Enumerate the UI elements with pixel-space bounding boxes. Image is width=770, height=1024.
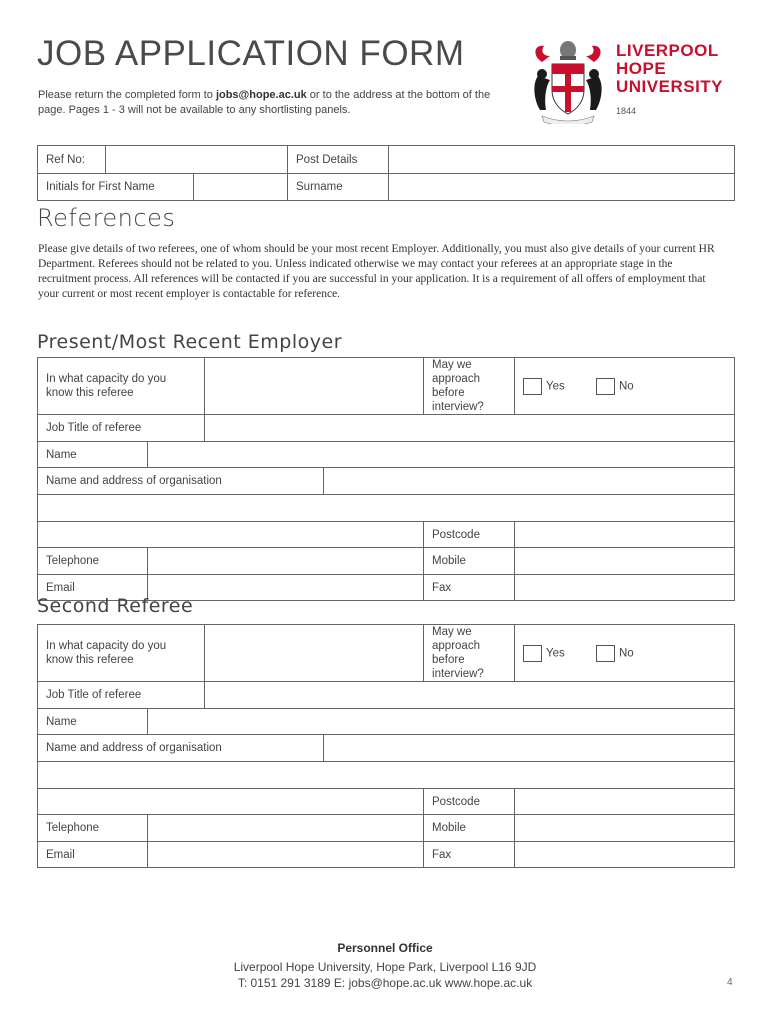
referee1-approach-options xyxy=(515,358,735,415)
referee2-org-field[interactable] xyxy=(324,735,735,762)
referee2-capacity-field[interactable] xyxy=(205,625,424,682)
surname-field[interactable] xyxy=(389,174,735,201)
referee2-no-checkbox[interactable] xyxy=(596,645,615,662)
referee2-yes-checkbox[interactable] xyxy=(523,645,542,662)
footer-contact: T: 0151 291 3189 E: jobs@hope.ac.uk www.hope.ac.uk xyxy=(237,976,533,990)
referee2-postcode-label: Postcode xyxy=(424,789,515,815)
intro-text xyxy=(38,88,508,118)
referee1-approach-label: May we approach before interview? xyxy=(424,358,515,415)
referee2-email-field[interactable] xyxy=(148,842,424,868)
referee1-address-field-2[interactable] xyxy=(38,522,424,548)
referee1-yes-label: Yes xyxy=(546,380,565,393)
referee2-jobtitle-field[interactable] xyxy=(205,682,735,709)
referee1-no-checkbox[interactable] xyxy=(596,378,615,395)
referee1-yes-checkbox[interactable] xyxy=(523,378,542,395)
logo-line-2: HOPE xyxy=(616,59,667,78)
form-title: JOB APPLICATION FORM xyxy=(37,34,465,73)
referee1-capacity-field[interactable] xyxy=(205,358,424,415)
referee1-fax-field[interactable] xyxy=(515,575,735,601)
intro-post: or to the address at the bottom of the page. Pages 1 - 3 will not be available to any shortlisting panels. xyxy=(38,89,491,116)
page-number: 4 xyxy=(727,977,733,988)
referee2-jobtitle-label: Job Title of referee xyxy=(38,682,205,709)
referee1-mobile-label: Mobile xyxy=(424,548,515,575)
referee1-address-field[interactable] xyxy=(38,495,735,522)
referee1-jobtitle-label: Job Title of referee xyxy=(38,415,205,442)
referee1-mobile-field[interactable] xyxy=(515,548,735,575)
referee2-name-field[interactable] xyxy=(148,709,735,735)
references-text: Please give details of two referees, one of whom should be your most recent Employer. Additionally, you must also give details of your current HR Department. Referees should not be related to you. Unless indicated otherwise we may contact your referees at an appropriate stage in the recruitment process. All references will be contacted if you are successful in your application. It is a requirement of all offers of employment that your current or most recent employer is contactable for reference. xyxy=(38,243,715,300)
ref-no-field[interactable] xyxy=(106,146,288,174)
intro-email-link[interactable]: jobs@hope.ac.uk xyxy=(215,89,307,101)
referee2-yes-label: Yes xyxy=(546,647,565,660)
post-details-label: Post Details xyxy=(288,146,389,174)
surname-label: Surname xyxy=(288,174,389,201)
referee2-telephone-field[interactable] xyxy=(148,815,424,842)
initials-label: Initials for First Name xyxy=(38,174,194,201)
top-fields-table xyxy=(37,145,735,201)
referee1-name-label: Name xyxy=(38,442,148,468)
referee1-jobtitle-field[interactable] xyxy=(205,415,735,442)
referee1-no-option[interactable] xyxy=(596,378,634,395)
intro-pre: Please return the completed form to xyxy=(38,89,216,101)
referee2-address-field-2[interactable] xyxy=(38,789,424,815)
referee1-org-label: Name and address of organisation xyxy=(38,468,324,495)
referee2-capacity-label: In what capacity do you know this referee xyxy=(38,625,205,682)
referee2-name-label: Name xyxy=(38,709,148,735)
referee2-address-field[interactable] xyxy=(38,762,735,789)
referee1-postcode-label: Postcode xyxy=(424,522,515,548)
university-crest-icon xyxy=(528,36,608,124)
referee1-capacity-label: In what capacity do you know this referee xyxy=(38,358,205,415)
referee2-email-label: Email xyxy=(38,842,148,868)
logo-line-1: LIVERPOOL xyxy=(616,41,719,60)
referee1-name-field[interactable] xyxy=(148,442,735,468)
referee2-telephone-label: Telephone xyxy=(38,815,148,842)
referee2-fax-field[interactable] xyxy=(515,842,735,868)
logo-line-3: UNIVERSITY xyxy=(616,77,724,96)
initials-field[interactable] xyxy=(194,174,288,201)
referee1-telephone-label: Telephone xyxy=(38,548,148,575)
referee1-email-label: Email xyxy=(38,575,148,601)
referee2-no-option[interactable] xyxy=(596,645,634,662)
referee2-fax-label: Fax xyxy=(424,842,515,868)
referee1-yes-option[interactable] xyxy=(523,378,565,395)
footer-address: Liverpool Hope University, Hope Park, Liverpool L16 9JD xyxy=(233,960,537,974)
referee1-org-field[interactable] xyxy=(324,468,735,495)
referee1-table xyxy=(37,357,735,601)
references-heading: References xyxy=(37,204,176,232)
referee2-no-label: No xyxy=(618,647,634,660)
referee1-heading: Present/Most Recent Employer xyxy=(37,331,343,353)
referee2-approach-options xyxy=(515,625,735,682)
referee2-mobile-label: Mobile xyxy=(424,815,515,842)
referee1-no-label: No xyxy=(618,380,634,393)
referee2-heading: Second Referee xyxy=(37,595,194,617)
referee2-approach-label: May we approach before interview? xyxy=(424,625,515,682)
referee2-yes-option[interactable] xyxy=(523,645,565,662)
footer-office: Personnel Office xyxy=(337,941,433,955)
referee1-postcode-field[interactable] xyxy=(515,522,735,548)
post-details-field[interactable] xyxy=(389,146,735,174)
referee2-postcode-field[interactable] xyxy=(515,789,735,815)
logo-year: 1844 xyxy=(616,106,637,116)
referee2-mobile-field[interactable] xyxy=(515,815,735,842)
referee1-fax-label: Fax xyxy=(424,575,515,601)
university-logo-text xyxy=(616,42,723,96)
referee2-table xyxy=(37,624,735,868)
referee2-org-label: Name and address of organisation xyxy=(38,735,324,762)
ref-no-label: Ref No: xyxy=(38,146,106,174)
referee1-telephone-field[interactable] xyxy=(148,548,424,575)
